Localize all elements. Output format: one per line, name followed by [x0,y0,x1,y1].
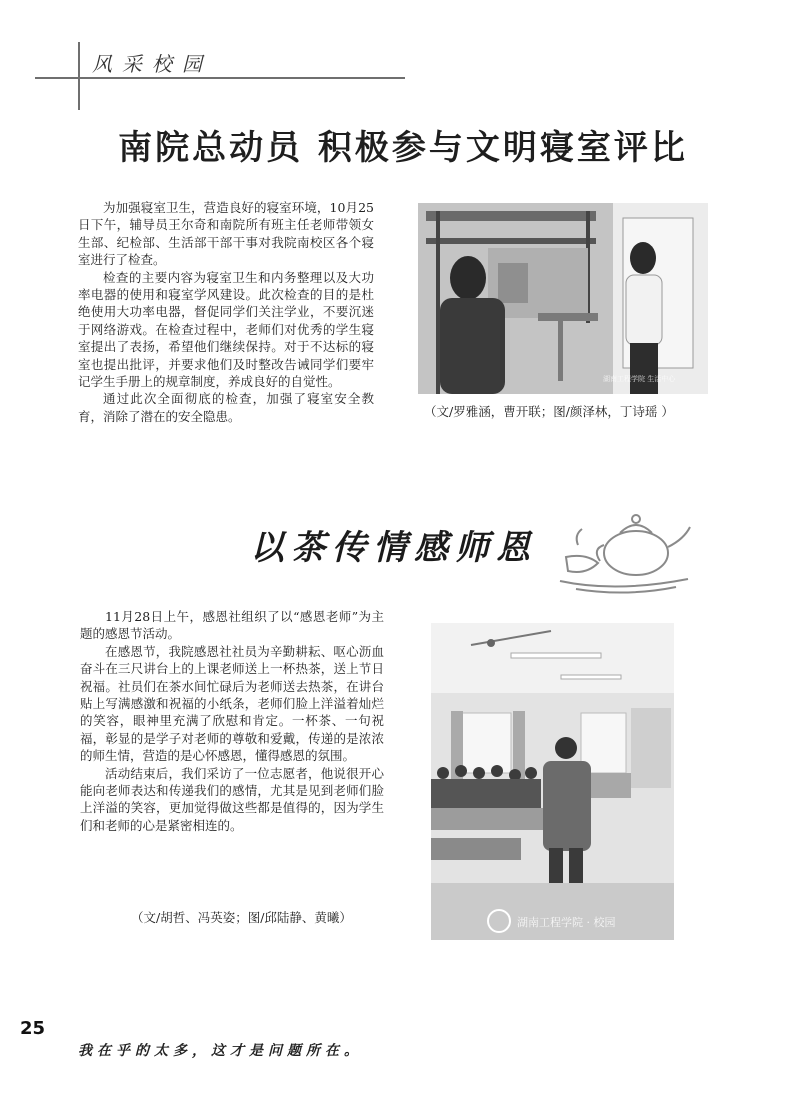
section-label: 风采校园 [92,52,212,76]
svg-text:湖南工程学院 · 校园: 湖南工程学院 · 校园 [517,916,616,929]
page-number: 25 [20,1018,46,1039]
teapot-icon [556,505,696,595]
article1-body [78,199,374,425]
article2-title: 以茶传情感师恩 [250,528,537,568]
classroom-tea-photo [431,623,674,940]
article1-caption: （文/罗雅涵，曹开联；图/颜泽林，丁诗瑶 ） [424,404,674,419]
article2-paragraph: 在感恩节，我院感恩社社员为辛勤耕耘、呕心沥血奋斗在三尺讲台上的上课老师送上一杯热茶，送上节日祝福。社员们在茶水间忙碌后为老师送去热茶，在讲台贴上写满感激和祝福的小纸条，老师们脸上洋溢着灿烂的笑容，眼神里充满了欣慰和肯定。一杯茶、一句祝福，彰显的是学子对老师的尊敬和爱戴，传递的是浓浓的师生情，营造的是心怀感恩，懂得感恩的氛围。 [80,643,384,764]
article2-paragraph: 11月28日上午，感恩社组织了以“感恩老师”为主题的感恩节活动。 [80,609,384,642]
article2-paragraph: 活动结束后，我们采访了一位志愿者，他说很开心能向老师表达和传递我们的感情，尤其是见到老师们脸上洋溢的笑容，更加觉得做这些都是值得的，因为学生们和老师的心是紧密相连的。 [80,765,384,833]
article1-paragraph: 通过此次全面彻底的检查，加强了寝室安全教育，消除了潜在的安全隐患。 [78,391,374,424]
article2-caption: （文/胡哲、冯英姿；图/邱陆静、黄曦） [131,910,352,925]
header-rule-vertical [78,42,80,110]
dorm-inspection-photo [418,203,708,394]
article1-title: 南院总动员 积极参与文明寝室评比 [118,128,688,168]
article1-paragraph: 检查的主要内容为寝室卫生和内务整理以及大功率电器的使用和寝室学风建设。此次检查的目的是杜绝使用大功率电器，督促同学们关注学业，不要沉迷于网络游戏。在检查过程中，老师们对优秀的学生寝室提出了表扬，希望他们继续保持。对于不达标的寝室也提出批评，并要求他们及时整改告诫同学们要牢记学生手册上的规章制度，养成良好的自觉性。 [78,269,374,390]
footer-quote: 我在乎的太多，这才是问题所在。 [78,1043,363,1059]
article1-paragraph: 为加强寝室卫生，营造良好的寝室环境，10月25日下午，辅导员王尔奇和南院所有班主任老师带领女生部、纪检部、生活部干部干事对我院南校区各个寝室进行了检查。 [78,200,374,268]
svg-text:湖南工程学院 生活中心: 湖南工程学院 生活中心 [603,375,676,383]
article2-body [80,608,384,834]
header-rule-horizontal [35,77,405,79]
